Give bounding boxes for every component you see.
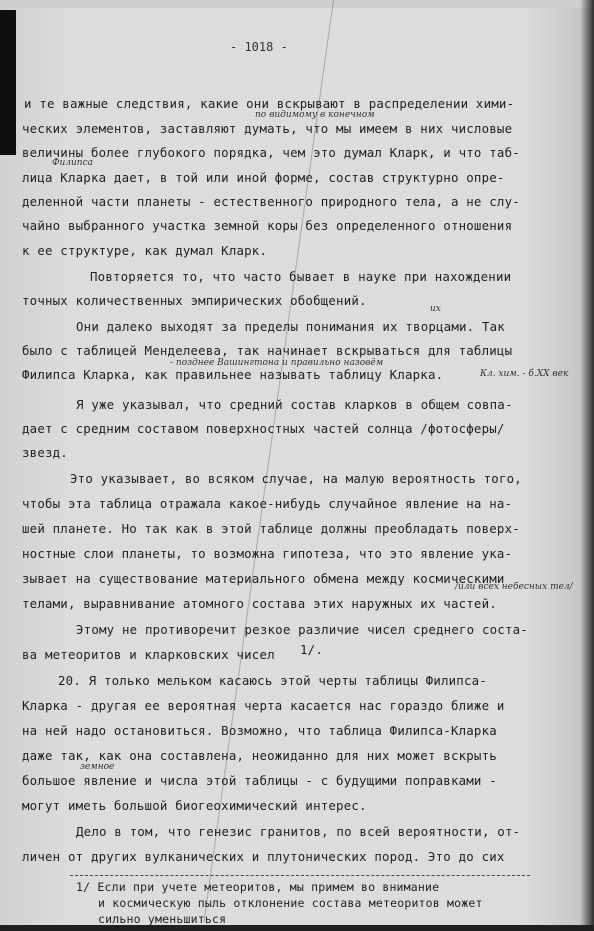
text-line: зывает на существование материального обмена между космическими (22, 571, 505, 586)
text-line: и те важные следствия, какие они вскрывают в распределении хими- (24, 96, 515, 111)
scan-edge-bottom (0, 925, 594, 931)
text-line: шей планете. Но так как в этой таблице должны преобладать поверх- (22, 521, 520, 536)
text-line: точных количественных эмпирических обобщений. (22, 293, 367, 308)
text-line: было с таблицей Менделеева, так начинает вскрываться для таблицы (22, 343, 513, 358)
text-line: на ней надо остановиться. Возможно, что таблица Филипса-Кларка (22, 723, 497, 738)
handwritten-note: по видимому в конечном (255, 110, 375, 120)
text-line: Кларка - другая ее вероятная черта касается нас гораздо ближе и (22, 698, 505, 713)
text-line: телами, выравнивание атомного состава этих наружных их частей. (22, 596, 497, 611)
text-line: величины более глубокого порядка, чем это думал Кларк, и что таб- (22, 145, 520, 160)
text-line: 20. Я только мельком касаюсь этой черты таблицы Филипса- (58, 673, 487, 688)
footnote-line: сильно уменьшиться (98, 912, 227, 926)
text-line: могут иметь большой биогеохимический интерес. (22, 798, 367, 813)
text-line: Это указывает, во всяком случае, на малую вероятность того, (70, 471, 522, 486)
text-line: большое явление и числа этой таблицы - с будущими поправками - (22, 773, 497, 788)
text-line: деленной части планеты - естественного природного тела, а не слу- (22, 194, 520, 209)
text-line: даже так, как она составлена, неожиданно для них может вскрыть (22, 748, 497, 763)
scan-edge-right (580, 0, 594, 931)
text-line: личен от других вулканических и плутонических пород. Это до сих (22, 849, 505, 864)
text-line: Они далеко выходят за пределы понимания их творцами. Так (76, 319, 505, 334)
text-line: лица Кларка дает, в той или иной форме, состав структурно опре- (22, 170, 505, 185)
scan-edge-top (0, 0, 594, 8)
footnote-reference: 1/. (300, 642, 323, 657)
text-line: чайно выбранного участка земной коры без определенного отношения (22, 218, 513, 233)
text-line: ностные слои планеты, то возможна гипотеза, что это явление ука- (22, 546, 513, 561)
page-number: - 1018 - (230, 40, 288, 54)
handwritten-note: земное (80, 762, 115, 772)
text-line: ческих элементов, заставляют думать, что мы имеем в них числовые (22, 121, 513, 136)
text-line: Дело в том, что генезис гранитов, по всей вероятности, от- (76, 824, 521, 839)
handwritten-note: Филипса (52, 158, 93, 168)
handwritten-note: /или всех небесных тел/ (455, 582, 573, 592)
text-line: чтобы эта таблица отражала какое-нибудь случайное явление на на- (22, 496, 513, 511)
text-line: ва метеоритов и кларковских чисел (22, 647, 275, 662)
text-line: дает с средним составом поверхностных частей солнца /фотосферы/ (22, 421, 505, 436)
footnote-line: 1/ Если при учете метеоритов, мы примем во внимание (76, 880, 440, 894)
footnote-line: и космическую пыль отклонение состава метеоритов может (98, 896, 483, 910)
handwritten-note: их (430, 304, 441, 314)
text-line: Повторяется то, что часто бывает в науке при нахождении (90, 269, 512, 284)
binding-mark (0, 10, 16, 155)
text-line: Этому не противоречит резкое различие чисел среднего соста- (76, 622, 528, 637)
footnote-separator (70, 875, 530, 876)
text-line: звезд. (22, 445, 68, 460)
handwritten-note: - позднее Вашингтона и правильно назовём (170, 358, 384, 368)
text-line: Филипса Кларка, как правильнее называть таблицу Кларка. (22, 367, 444, 382)
text-line: Я уже указывал, что средний состав кларков в общем совпа- (76, 397, 513, 412)
handwritten-note: Кл. хим. - б.ХХ век (480, 369, 569, 379)
text-line: к ее структуре, как думал Кларк. (22, 243, 268, 258)
